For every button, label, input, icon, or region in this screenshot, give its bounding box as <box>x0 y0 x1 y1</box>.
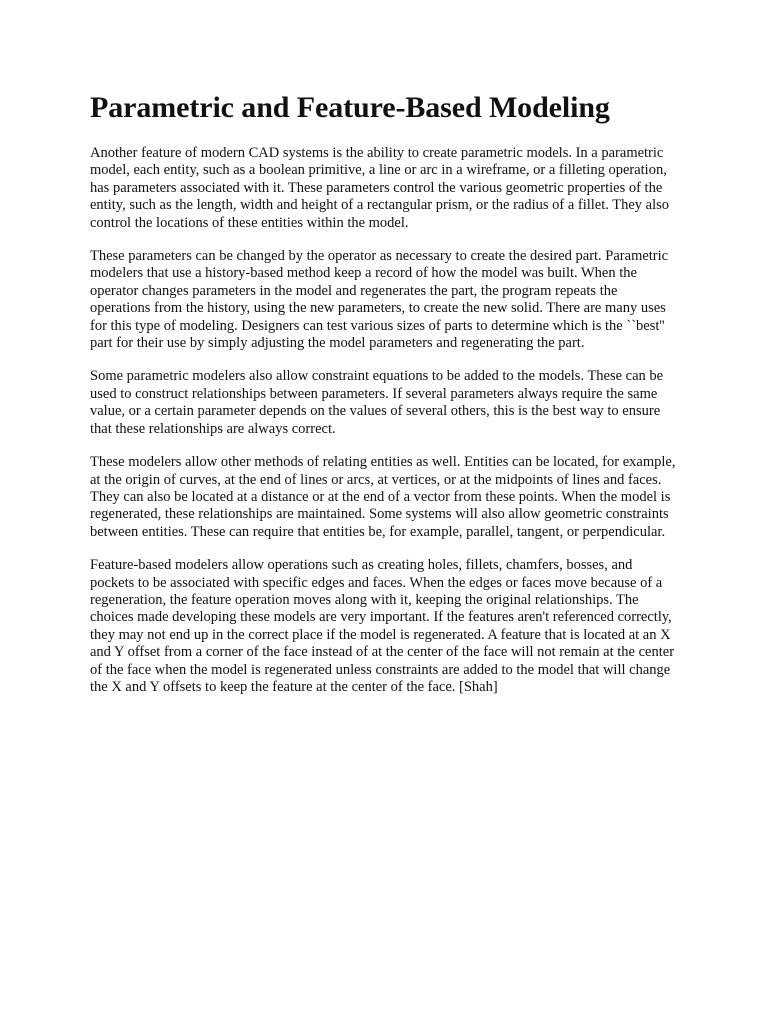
page-title: Parametric and Feature-Based Modeling <box>90 91 610 124</box>
paragraph-history-based: These parameters can be changed by the operator as necessary to create the desired part. Parametric modelers that use a history-based method keep a record of how the model was built. When the operator changes parameters in the model and regenerates the part, the program repeats the operations from the history, using the new parameters, to create the new solid. There are many uses for this type of modeling. Designers can test various sizes of parts to determine which is the ``best'' part for their use by simply adjusting the model parameters and regenerating the part. <box>90 248 669 352</box>
paragraph-relating-entities: These modelers allow other methods of relating entities as well. Entities can be located, for example, at the origin of curves, at the end of lines or arcs, at vertices, or at the midpoints of lines and faces. They can also be located at a distance or at the end of a vector from these points. When the model is regenerated, these relationships are maintained. Some systems will also allow geometric constraints between entities. These can require that entities be, for example, parallel, tangent, or perpendicular. <box>90 454 676 540</box>
paragraph-constraint-equations: Some parametric modelers also allow constraint equations to be added to the models. These can be used to construct relationships between parameters. If several parameters always require the same value, or a certain parameter depends on the values of several others, this is the best way to ensure that these relationships are always correct. <box>90 368 664 437</box>
document-body <box>90 145 680 696</box>
paragraph-feature-based: Feature-based modelers allow operations such as creating holes, fillets, chamfers, bosses, and pockets to be associated with specific edges and faces. When the edges or faces move because of a regeneration, the feature operation moves along with it, keeping the original relationships. The choices made developing these models are very important. If the features aren't referenced correctly, they may not end up in the correct place if the model is regenerated. A feature that is located at an X and Y offset from a corner of the face instead of at the center of the face will not remain at the center of the face when the model is regenerated unless constraints are added to the model that will change the X and Y offsets to keep the feature at the center of the face. [Shah] <box>90 557 675 695</box>
paragraph-parametric-intro: Another feature of modern CAD systems is the ability to create parametric models. In a parametric model, each entity, such as a boolean primitive, a line or arc in a wireframe, or a filleting operation, has parameters associated with it. These parameters control the various geometric properties of the entity, such as the length, width and height of a rectangular prism, or the radius of a fillet. They also control the locations of these entities within the model. <box>90 145 670 231</box>
